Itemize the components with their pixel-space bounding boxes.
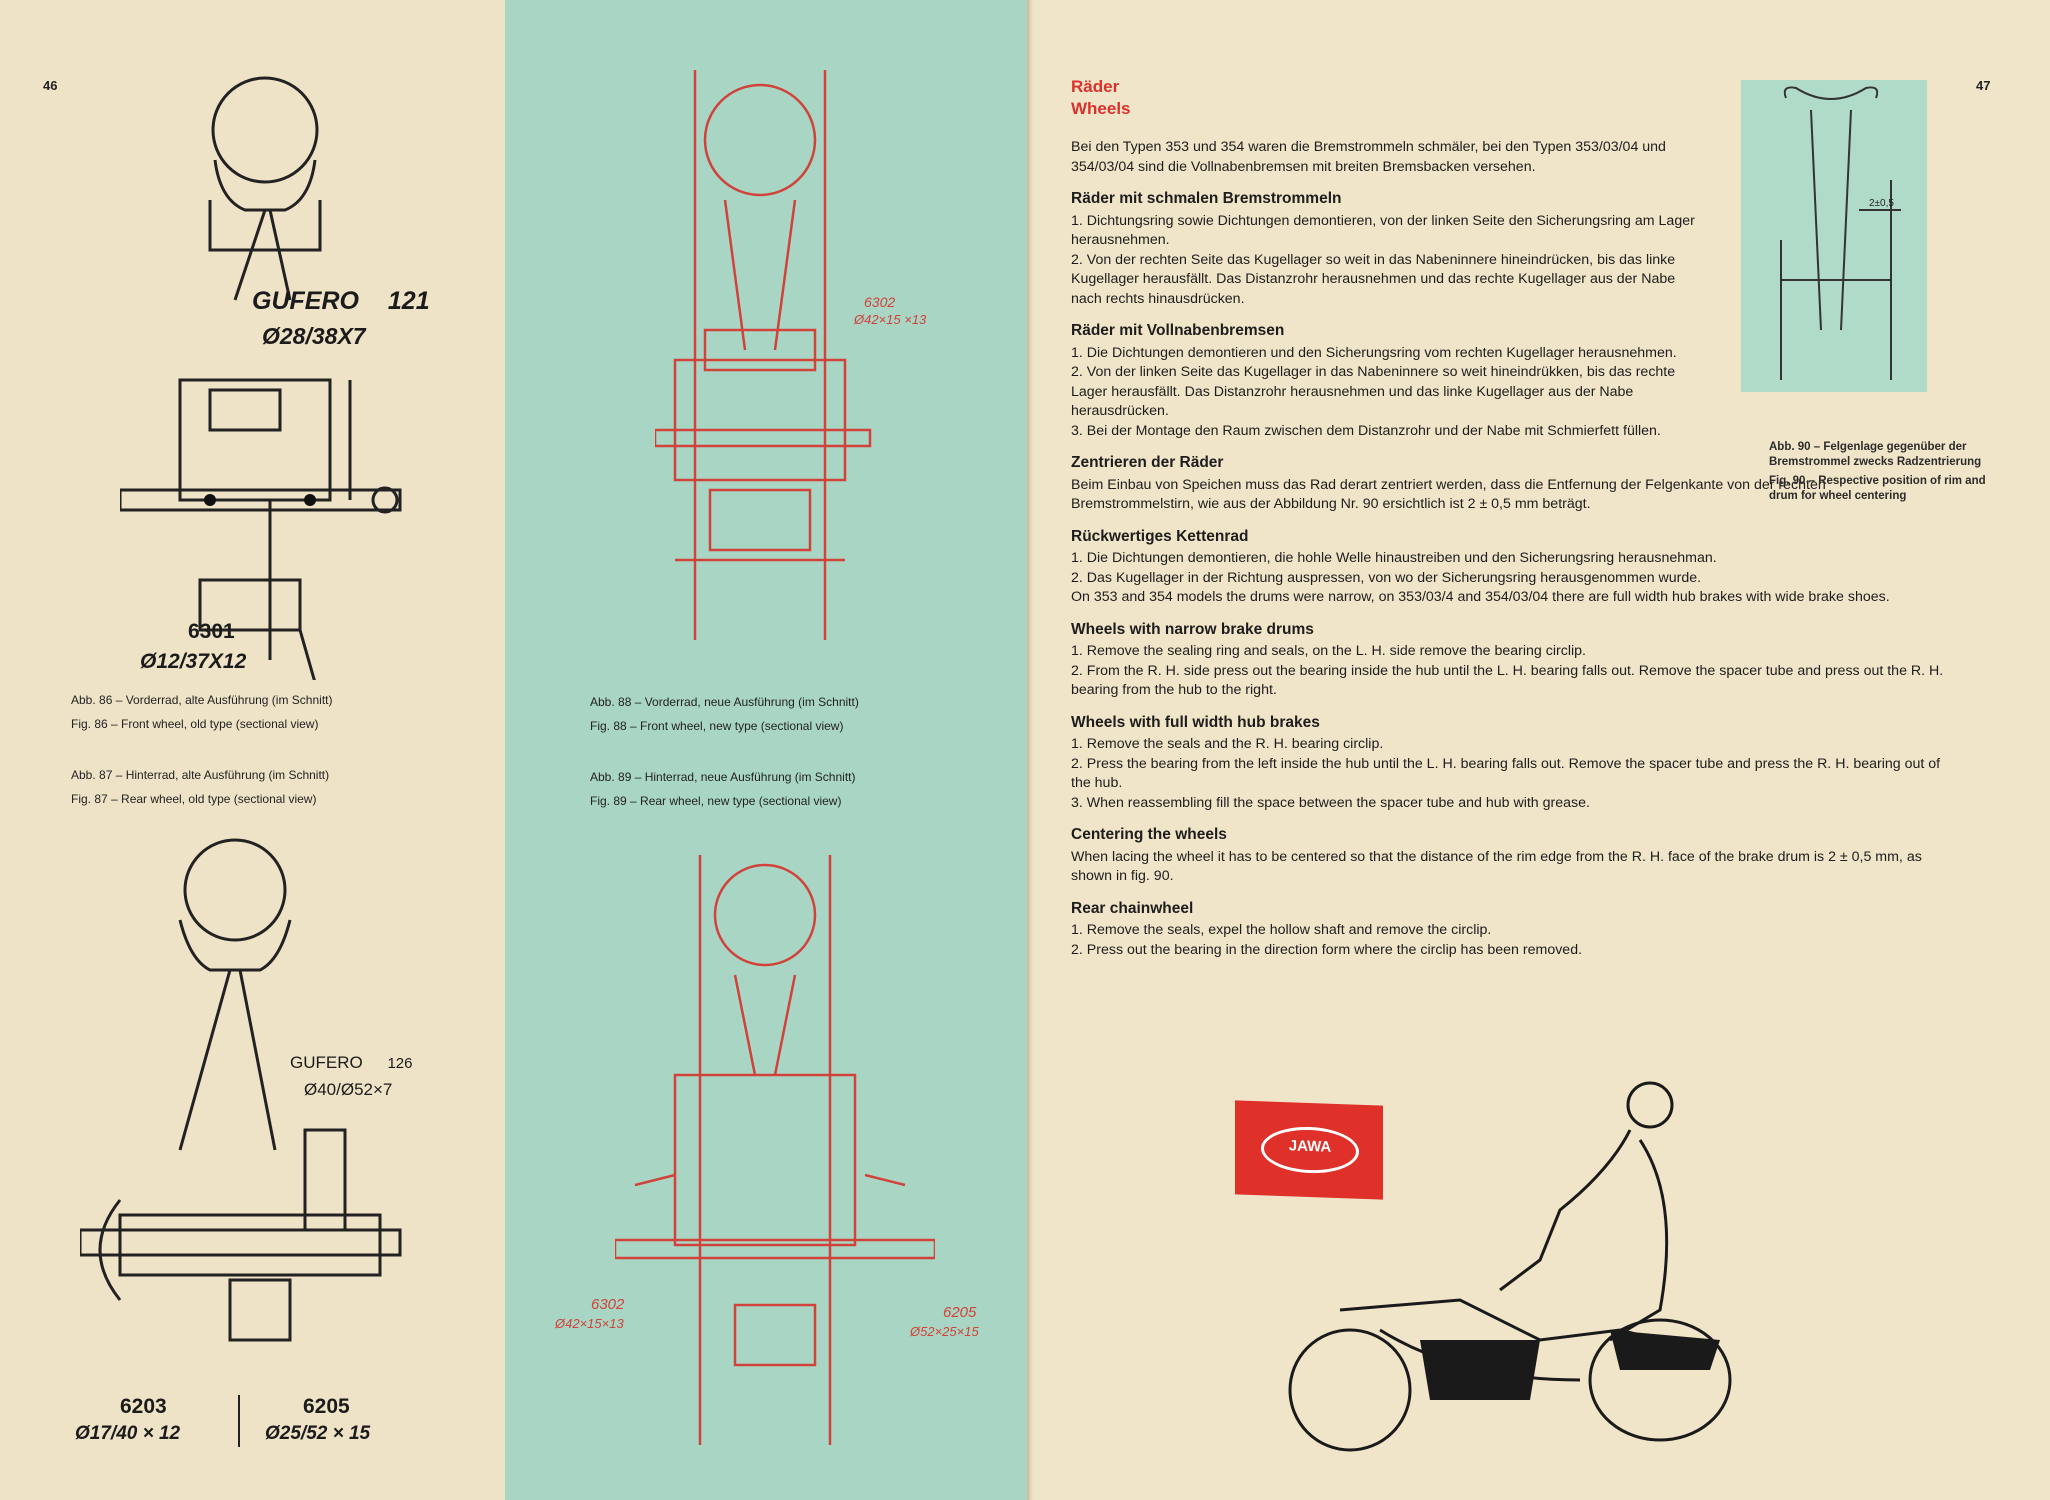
- fig90-caption-de: Abb. 90 – Felgenlage gegenüber der Bremstrommel zwecks Radzentrierung: [1769, 441, 1982, 468]
- title-de: Räder: [1071, 77, 1120, 96]
- rear-wheel-old-diagram: [80, 820, 420, 1420]
- caption-abb89: Abb. 89 – Hinterrad, neue Ausführung (im Schnitt): [590, 770, 856, 784]
- gufero-number: 121: [387, 287, 430, 315]
- para-9: On 353 and 354 models the drums were narrow, on 353/03/4 and 354/03/04 there are full width hub brakes with wide brake shoes.: [1071, 589, 1890, 605]
- bearing-left-dim-87: Ø17/40 × 12: [75, 1423, 181, 1444]
- gufero-label-text: GUFERO: [252, 287, 359, 315]
- page-number-left: 46: [43, 78, 58, 93]
- bearing-dim-88: Ø42×15 ×13: [854, 312, 927, 327]
- gufero-number-87: 126: [387, 1055, 413, 1072]
- gutter: [1027, 0, 1033, 1500]
- caption-fig89: Fig. 89 – Rear wheel, new type (sectional view): [590, 794, 842, 808]
- para-16: 1. Remove the seals, expel the hollow shaft and remove the circlip.: [1071, 922, 1492, 938]
- para-1: 1. Dichtungsring sowie Dichtungen demontieren, von der linken Seite den Sicherungsring am Lager herausnehmen.: [1071, 212, 1695, 248]
- page-number-right: 47: [1976, 78, 1991, 93]
- front-wheel-old-diagram: [120, 60, 420, 680]
- heading-narrow-drums-de: Räder mit schmalen Bremstrommeln: [1071, 190, 1342, 207]
- heading-full-hub-en: Wheels with full width hub brakes: [1071, 713, 1320, 731]
- rear-wheel-new-diagram: [615, 845, 935, 1465]
- motorcyclist-illustration: [1280, 1080, 1760, 1460]
- caption-abb86: Abb. 86 – Vorderrad, alte Ausführung (im Schnitt): [71, 693, 333, 707]
- fig90-caption-en: Fig. 90 – Respective position of rim and drum for wheel centering: [1769, 475, 1986, 502]
- heading-chainwheel-de: Rückwertiges Kettenrad: [1071, 527, 1249, 545]
- bearing-right-dim-87: Ø25/52 × 15: [265, 1423, 371, 1444]
- bearing-dim-86: Ø12/37X12: [140, 650, 247, 673]
- para-4: 2. Von der linken Seite das Kugellager in das Nabeninnere so weit hineindrükken, bis das rechte Lager herausfällt. Das Distanzrohr herausnehmen und das linke Kugellager aus der Nabe herausdrücken.: [1071, 364, 1676, 419]
- fig90-dimension: 2±0,5: [1869, 198, 1894, 209]
- para-3: 1. Die Dichtungen demontieren und den Sicherungsring vom rechten Kugellager herausnehmen.: [1071, 344, 1677, 361]
- caption-abb87: Abb. 87 – Hinterrad, alte Ausführung (im Schnitt): [71, 768, 330, 782]
- caption-fig87: Fig. 87 – Rear wheel, old type (sectional view): [71, 792, 317, 806]
- bearing-right-89: 6205: [943, 1304, 977, 1321]
- para-15: When lacing the wheel it has to be centered so that the distance of the rim edge from the R. H. face of the brake drum is 2 ± 0,5 mm, as shown in fig. 90.: [1071, 848, 1922, 884]
- heading-narrow-drums-en: Wheels with narrow brake drums: [1071, 620, 1314, 638]
- divider-line: [238, 1395, 240, 1447]
- captions-fig86-87: [71, 688, 332, 811]
- gufero-label-86: [252, 287, 430, 316]
- caption-fig88: Fig. 88 – Front wheel, new type (sectional view): [590, 719, 844, 733]
- front-wheel-new-diagram: [655, 60, 935, 660]
- gufero-dim-87: Ø40/Ø52×7: [304, 1080, 393, 1099]
- fig90-caption: [1769, 440, 1999, 504]
- rim-drum-diagram: [1741, 80, 1927, 392]
- gufero-label-text-87: GUFERO: [290, 1053, 363, 1072]
- para-17: 2. Press out the bearing in the direction form where the circlip has been removed.: [1071, 941, 1583, 958]
- fig90-diagram: [1741, 80, 1927, 392]
- bearing-left-87: 6203: [120, 1395, 167, 1418]
- bearing-left-89: 6302: [591, 1296, 625, 1313]
- para-8: 2. Das Kugellager in der Richtung auspressen, von wo der Sicherungsring herausgenommen wurde.: [1071, 569, 1702, 586]
- para-7: 1. Die Dichtungen demontieren, die hohle Welle hinaustreiben und den Sicherungsring herausnehman.: [1071, 550, 1717, 566]
- gufero-dim-86: Ø28/38X7: [262, 323, 366, 349]
- caption-fig86: Fig. 86 – Front wheel, old type (sectional view): [71, 717, 319, 731]
- gufero-label-87: [290, 1053, 413, 1073]
- heading-full-hub-de: Räder mit Vollnabenbremsen: [1071, 322, 1285, 339]
- bearing-right-dim-89: Ø52×25×15: [910, 1324, 979, 1339]
- green-panel: [505, 0, 1027, 1500]
- para-12: 1. Remove the seals and the R. H. bearing circlip.: [1071, 736, 1384, 752]
- para-14: 3. When reassembling fill the space between the spacer tube and hub with grease.: [1071, 794, 1590, 811]
- captions-fig88-89: [590, 690, 859, 813]
- heading-chainwheel-en: Rear chainwheel: [1071, 899, 1194, 917]
- heading-centering-en: Centering the wheels: [1071, 826, 1227, 843]
- para-2: 2. Von der rechten Seite das Kugellager so weit in das Nabeninnere hineindrücken, bis das linke Kugellager herausfällt. Das Distanzrohr herausnehmen und das rechte Kugellager aus der Nabe nach rechts hinausdrücken.: [1071, 251, 1676, 307]
- para-5: 3. Bei der Montage den Raum zwischen dem Distanzrohr und der Nabe mit Schmierfett füllen.: [1071, 422, 1661, 439]
- bearing-left-dim-89: Ø42×15×13: [555, 1316, 624, 1331]
- bearing-right-87: 6205: [303, 1395, 350, 1418]
- title-en: Wheels: [1071, 99, 1131, 118]
- heading-centering-de: Zentrieren der Räder: [1071, 454, 1224, 471]
- left-page: [0, 0, 505, 1500]
- intro-de: Bei den Typen 353 und 354 waren die Bremstrommeln schmäler, bei den Typen 353/03/04 und 354/03/04 sind die Vollnabenbremsen mit breiten Bremsbacken versehen.: [1071, 139, 1666, 175]
- para-13: 2. Press the bearing from the left inside the hub until the L. H. bearing falls out. Remove the spacer tube and press the R. H. bearing out of the hub.: [1071, 755, 1941, 791]
- bearing-label-86: 6301: [188, 620, 235, 643]
- jawa-logo-text: JAWA: [1261, 1125, 1359, 1174]
- caption-abb88: Abb. 88 – Vorderrad, neue Ausführung (im Schnitt): [590, 695, 859, 709]
- para-11: 2. From the R. H. side press out the bearing inside the hub until the L. H. bearing falls out. Remove the spacer tube and press out the R. H. bearing from the hub to the right.: [1071, 662, 1944, 698]
- para-10: 1. Remove the sealing ring and seals, on the L. H. side remove the bearing circlip.: [1071, 643, 1586, 659]
- para-6: Beim Einbau von Speichen muss das Rad derart zentriert werden, dass die Entfernung der Felgenkante von der rechten Bremstrommelstirn, wie aus der Abbildung Nr. 90 ersichtlich ist 2 ± 0,5 mm beträgt.: [1071, 476, 1826, 512]
- bearing-label-88: 6302: [864, 294, 896, 310]
